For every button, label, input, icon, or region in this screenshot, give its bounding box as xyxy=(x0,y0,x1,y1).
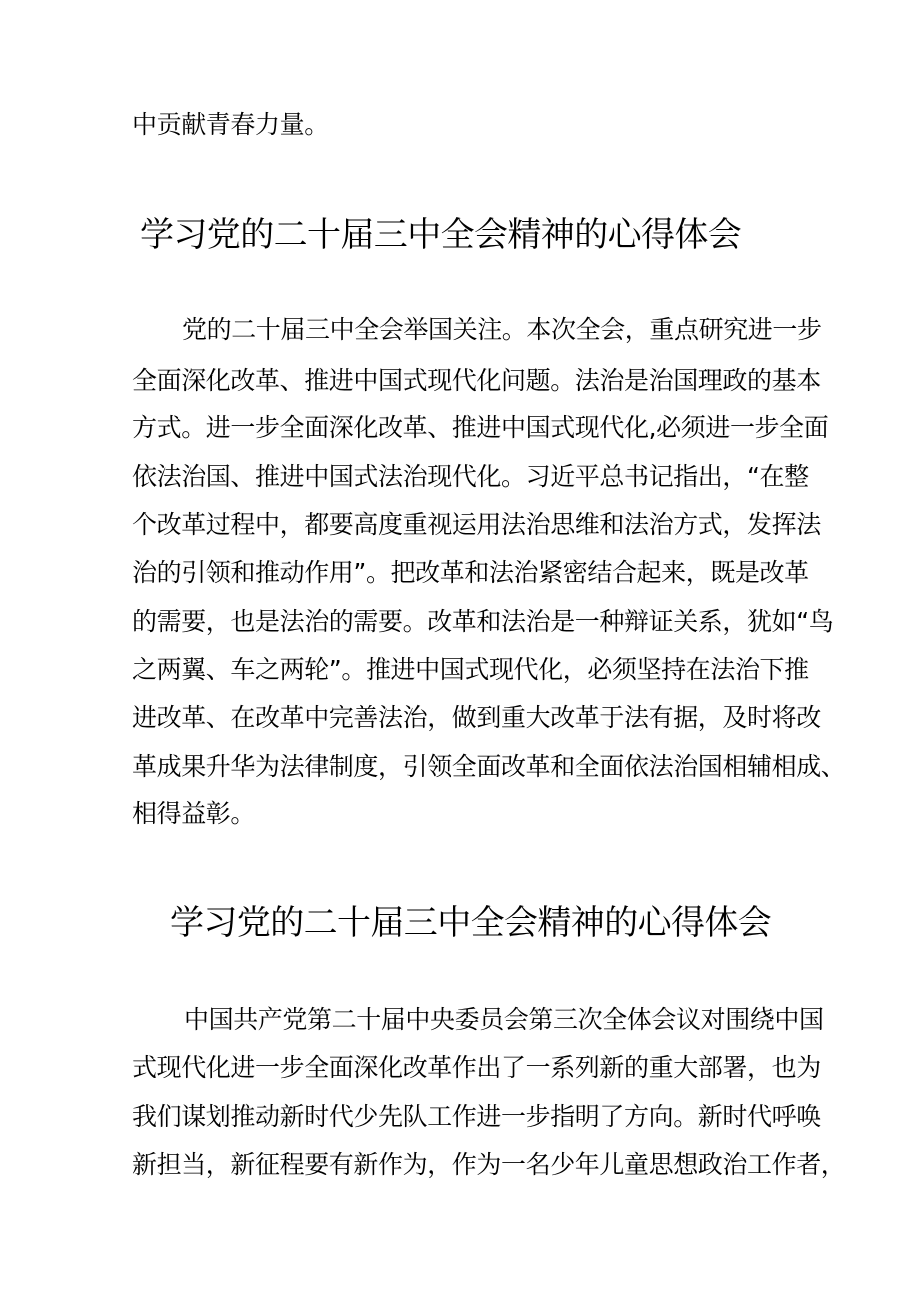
intro-fragment: 中贡献青春力量。 xyxy=(132,110,329,139)
paragraph-line: 治的引领和推动作用”。把改革和法治紧密结合起来，既是改革 xyxy=(132,558,809,587)
paragraph-line: 革成果升华为法律制度，引领全面改革和全面依法治国相辅相成、 xyxy=(132,752,846,781)
paragraph-line: 个改革过程中，都要高度重视运用法治思维和法治方式，发挥法 xyxy=(132,510,821,539)
paragraph-line: 全面深化改革、推进中国式现代化问题。法治是治国理政的基本 xyxy=(132,366,821,395)
paragraph-line: 依法治国、推进中国式法治现代化。习近平总书记指出，“在整 xyxy=(132,462,809,491)
section1-title: 学习党的二十届三中全会精神的心得体会 xyxy=(140,215,742,255)
paragraph-line: 党的二十届三中全会举国关注。本次全会，重点研究进一步 xyxy=(182,315,822,344)
paragraph-line: 之两翼、车之两轮”。推进中国式现代化，必须坚持在法治下推 xyxy=(132,655,809,684)
paragraph-line: 中国共产党第二十届中央委员会第三次全体会议对围绕中国 xyxy=(184,1005,824,1034)
paragraph-line: 相得益彰。 xyxy=(132,799,256,828)
paragraph-line: 我们谋划推动新时代少先队工作进一步指明了方向。新时代呼唤 xyxy=(132,1102,821,1131)
paragraph-line: 新担当，新征程要有新作为，作为一名少年儿童思想政治工作者， xyxy=(132,1150,846,1179)
paragraph-line: 进改革、在改革中完善法治，做到重大改革于法有据，及时将改 xyxy=(132,703,821,732)
paragraph-line: 式现代化进一步全面深化改革作出了一系列新的重大部署，也为 xyxy=(132,1053,821,1082)
section2-title: 学习党的二十届三中全会精神的心得体会 xyxy=(170,903,772,943)
paragraph-line: 方式。进一步全面深化改革、推进中国式现代化,必须进一步全面 xyxy=(132,413,829,442)
paragraph-line: 的需要，也是法治的需要。改革和法治是一种辩证关系，犹如“鸟 xyxy=(132,607,834,636)
